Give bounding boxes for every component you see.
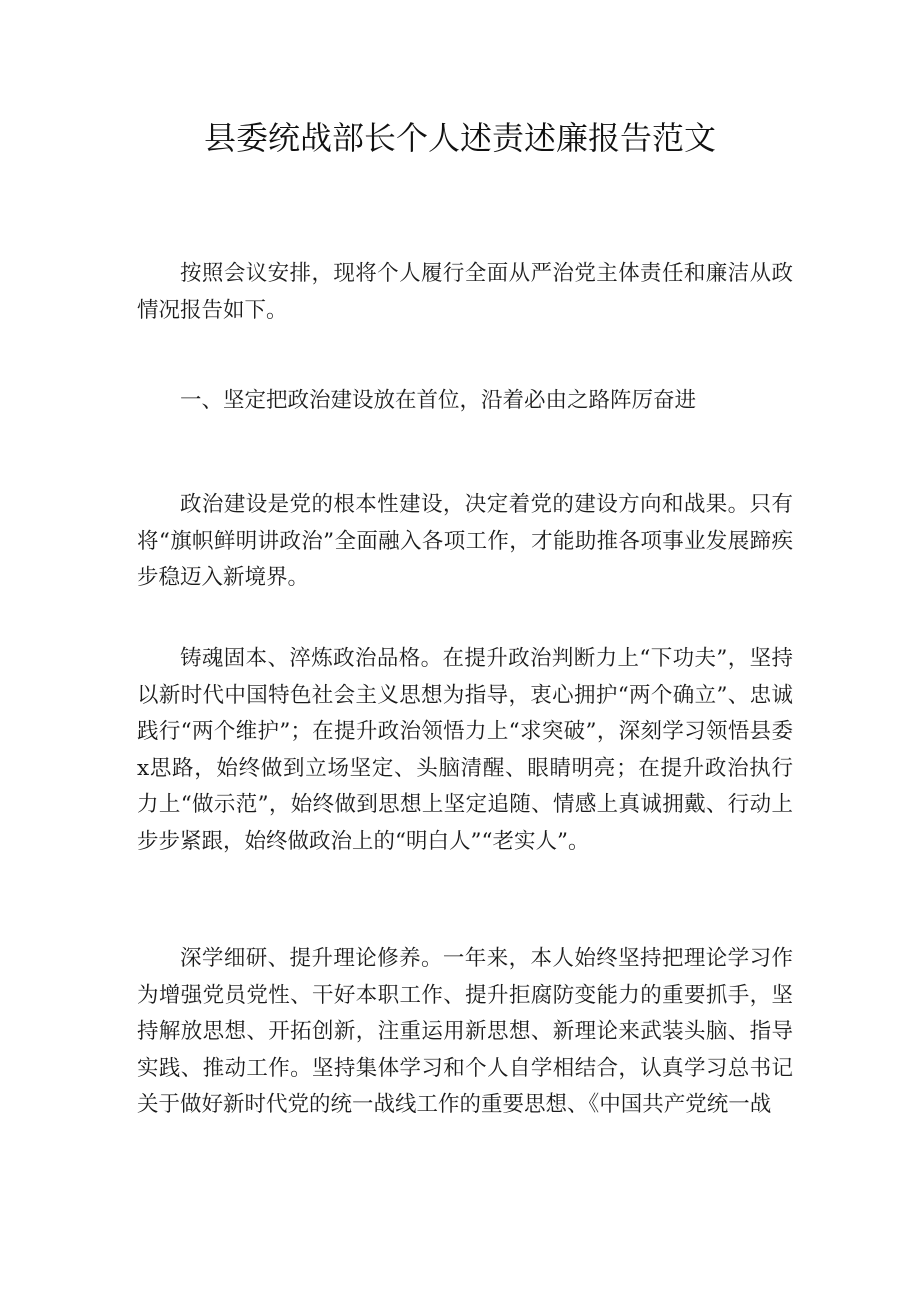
paragraph-theory-study: 深学细研、提升理论修养。一年来，本人始终坚持把理论学习作为增强党员党性、干好本职工作、提升拒腐防变能力的重要抓手，坚持解放思想、开拓创新，注重运用新思想、新理论来武装头脑、指导实践、推动工作。坚持集体学习和个人自学相结合，认真学习总书记关于做好新时代党的统一战线工作的重要思想、《中国共产党统一战 <box>137 946 793 1117</box>
paragraph-political-quality: 铸魂固本、淬炼政治品格。在提升政治判断力上“下功夫”，坚持以新时代中国特色社会主义思想为指导，衷心拥护“两个确立”、忠诚践行“两个维护”；在提升政治领悟力上“求突破”，深刻学习领悟县委x思路，始终做到立场坚定、头脑清醒、眼睛明亮；在提升政治执行力上“做示范”，始终做到思想上坚定追随、情感上真诚拥戴、行动上步步紧跟，始终做政治上的“明白人”“老实人”。 <box>137 646 793 854</box>
paragraph-intro: 按照会议安排，现将个人履行全面从严治党主体责任和廉洁从政情况报告如下。 <box>137 261 793 323</box>
paragraph-political-construction: 政治建设是党的根本性建设，决定着党的建设方向和战果。只有将“旗帜鲜明讲政治”全面融入各项工作，才能助推各项事业发展蹄疾步稳迈入新境界。 <box>137 492 793 590</box>
document-title: 县委统战部长个人述责述廉报告范文 <box>203 119 716 157</box>
section-heading-1: 一、坚定把政治建设放在首位，沿着必由之路阵厉奋进 <box>180 388 697 413</box>
